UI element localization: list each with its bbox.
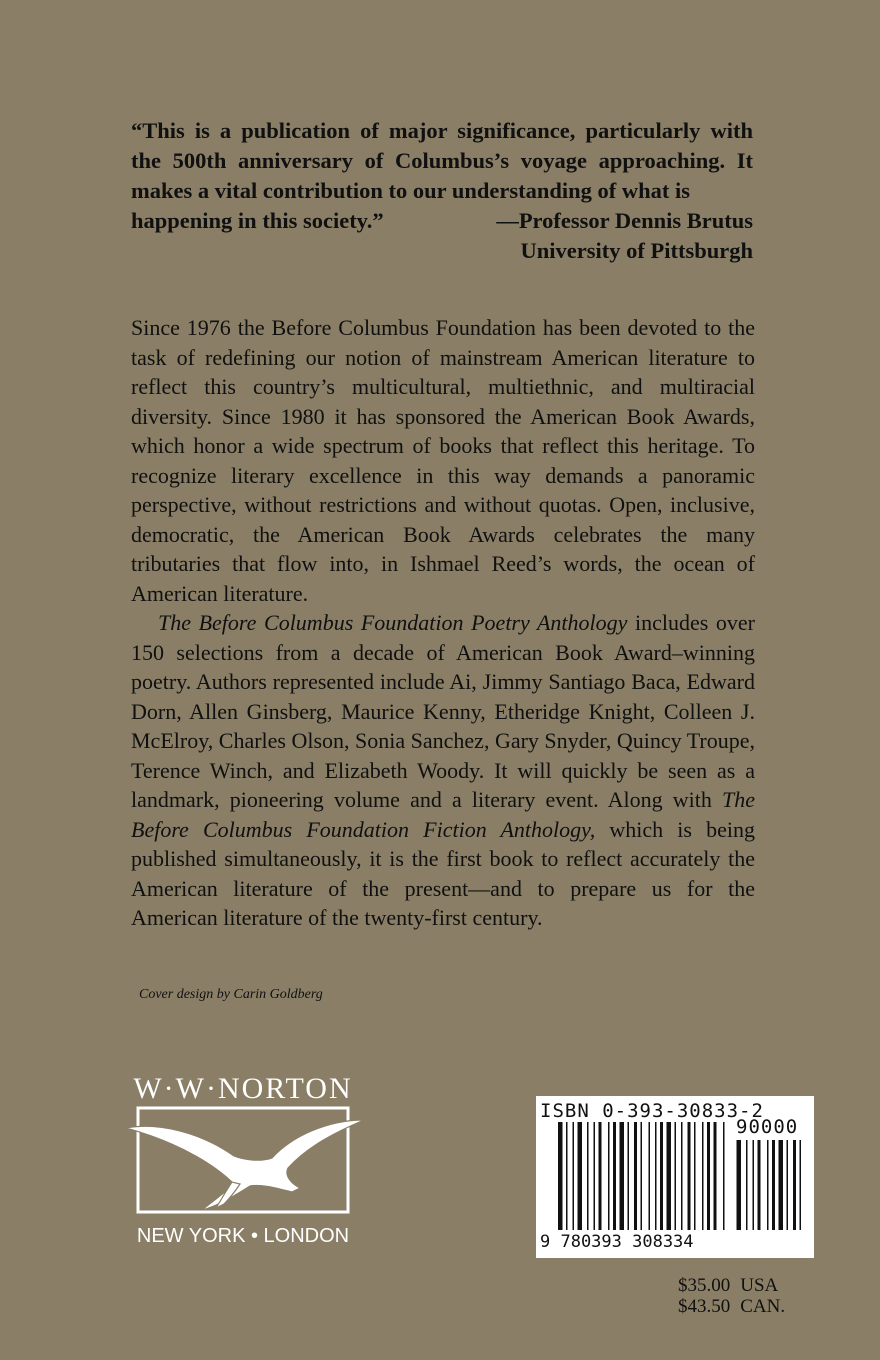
price-currency: CAN.: [740, 1296, 786, 1317]
barcode-bar: [779, 1140, 784, 1230]
publisher-name: W·W·NORTON: [133, 1072, 353, 1105]
endorsement-quote: [131, 116, 753, 266]
barcode-bar: [558, 1122, 563, 1230]
price-amount: $35.00: [678, 1275, 731, 1296]
barcode-bar: [566, 1122, 568, 1230]
barcode-bar: [613, 1122, 616, 1230]
barcode-bar: [649, 1122, 651, 1230]
barcode-bar: [594, 1122, 596, 1230]
barcode-bar: [667, 1122, 672, 1230]
publisher-logo: [122, 1070, 364, 1250]
quote-affiliation: University of Pittsburgh: [520, 238, 753, 263]
barcode-bar: [599, 1122, 602, 1230]
barcode-bar: [655, 1122, 657, 1230]
fiction-anthology-title: The Before Columbus Foundation Fiction Anthology,: [131, 787, 755, 842]
price-can: [678, 1296, 785, 1317]
book-description: [131, 313, 755, 933]
price-amount: $43.50: [678, 1296, 731, 1317]
quote-text: “This is a publication of major significance, particularly with the 500th anniversary of Columbus’s voyage approaching. It makes a vital contribution to our understanding of what is: [131, 118, 753, 203]
price-code: 90000: [736, 1116, 799, 1138]
barcode-bar: [681, 1122, 683, 1230]
description-paragraph-1: Since 1976 the Before Columbus Foundation has been devoted to the task of redefining our notion of mainstream American literature to reflect this country’s multicultural, multiethnic, and multiracial diversity. Since 1980 it has sponsored the American Book Awards, which honor a wide spectrum of books that reflect this heritage. To recognize literary excellence in this way demands a panoramic perspective, without restrictions and without quotas. Open, inclusive, democratic, the American Book Awards celebrates the many tributaries that flow into, in Ishmael Reed’s words, the ocean of American literature.: [131, 315, 755, 606]
price-list: [678, 1275, 785, 1317]
barcode-number: 9 780393 308334: [540, 1232, 694, 1252]
barcode-bar: [714, 1122, 717, 1230]
quote-last-line: happening in this society.”: [131, 208, 384, 233]
poetry-anthology-title: The Before Columbus Foundation Poetry Anthology: [158, 610, 628, 635]
barcode-bar: [573, 1122, 575, 1230]
barcode-bar: [707, 1122, 710, 1230]
barcode-bar: [702, 1122, 704, 1230]
barcode-bar: [688, 1122, 691, 1230]
barcode-bar: [767, 1140, 769, 1230]
barcode-bar: [694, 1122, 696, 1230]
barcode-bar: [628, 1122, 630, 1230]
barcode-bar: [800, 1140, 802, 1230]
barcode-bar: [620, 1122, 625, 1230]
publisher-cities: NEW YORK • LONDON: [136, 1225, 350, 1247]
barcode-bar: [737, 1140, 742, 1230]
barcode-bar: [587, 1122, 589, 1230]
isbn-label: ISBN 0-393-30833-2: [540, 1100, 764, 1122]
price-usa: [678, 1275, 785, 1296]
seagull-icon: [126, 1120, 364, 1210]
barcode-bar: [787, 1140, 789, 1230]
barcode-bar: [753, 1140, 755, 1230]
barcode-bar: [746, 1140, 748, 1230]
barcode-bar: [675, 1122, 677, 1230]
paragraph-2-part-a: includes over 150 selections from a decade of American Book Award–winning poetry. Authors represented include Ai, Jimmy Santiago Baca, Edward Dorn, Allen Ginsberg, Maurice Kenny, Etheridge Knight, Colleen J. McElroy, Charles Olson, Sonia Sanchez, Gary Snyder, Quincy Troupe, Terence Winch, and Elizabeth Woody. It will quickly be seen as a landmark, pioneering volume and a literary event. Along with: [131, 610, 755, 812]
barcode-bar: [634, 1122, 637, 1230]
barcode-bar: [578, 1122, 583, 1230]
price-currency: USA: [740, 1275, 779, 1296]
barcode-bar: [723, 1122, 725, 1230]
barcode-bar: [660, 1122, 663, 1230]
paragraph-2-part-b: which is being published simultaneously, it is the first book to reflect accurately the American literature of the present—and to prepare us for the American literature of the twenty-first century.: [131, 816, 755, 930]
barcode-bar: [758, 1140, 761, 1230]
barcode-bar: [608, 1122, 610, 1230]
barcode-bar: [641, 1122, 643, 1230]
barcode-bar: [793, 1140, 796, 1230]
barcode-bar: [772, 1140, 775, 1230]
description-paragraph-2: [131, 608, 755, 933]
quote-attribution: —Professor Dennis Brutus: [496, 208, 753, 233]
cover-design-credit: Cover design by Carin Goldberg: [139, 987, 323, 1002]
quote-tail: [131, 206, 753, 236]
